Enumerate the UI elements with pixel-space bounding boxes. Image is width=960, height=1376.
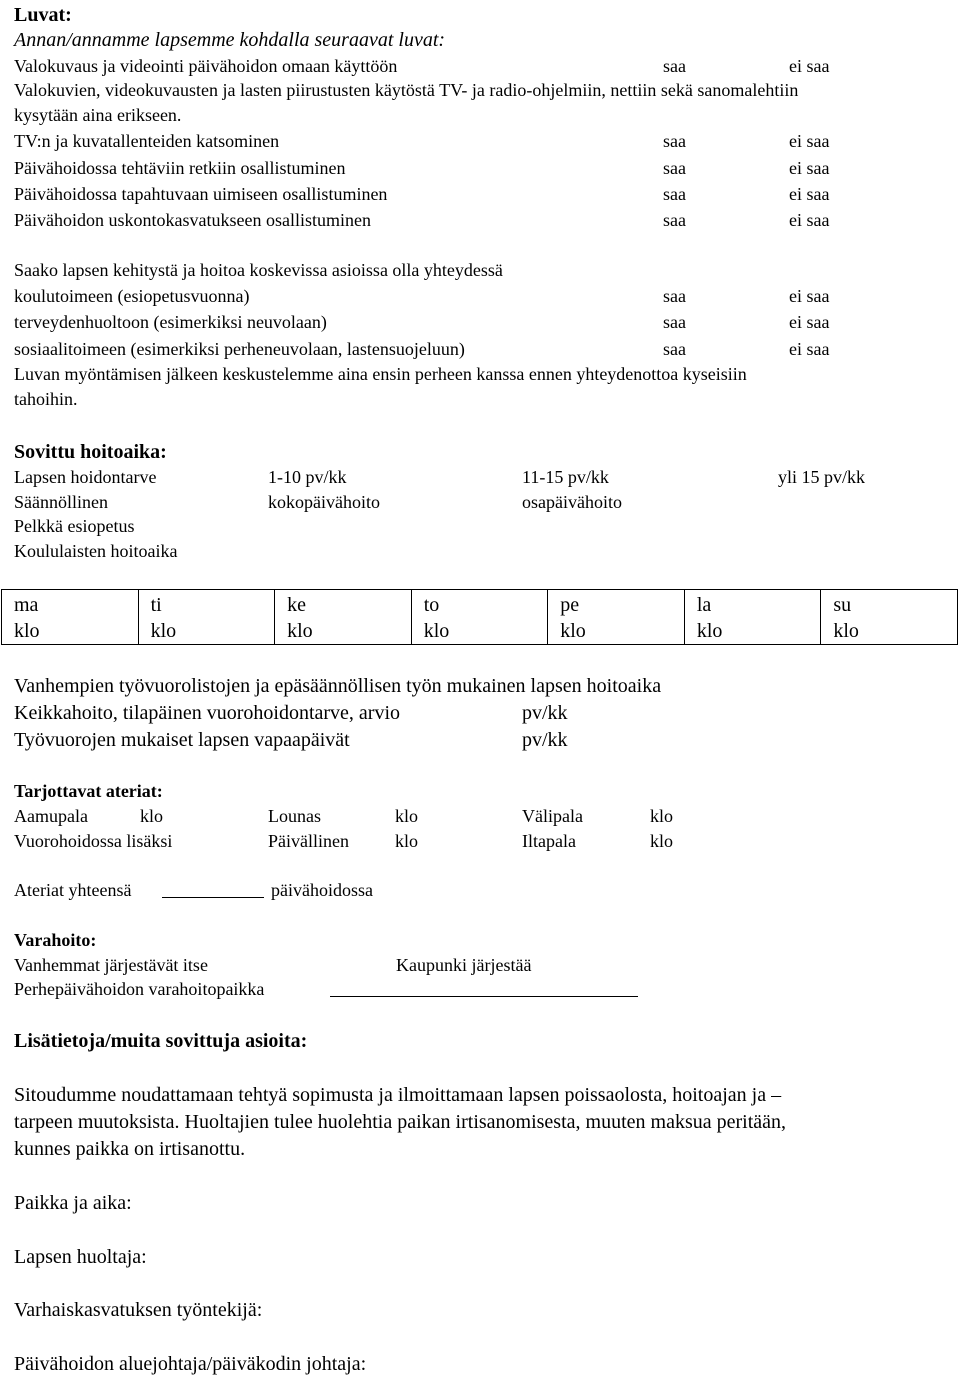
shift-work-title: Vanhempien työvuorolistojen ja epäsäännöllisen työn mukainen lapsen hoitoaika bbox=[14, 675, 662, 697]
permissions-intro: Annan/annamme lapsemme kohdalla seuraavat luvat: bbox=[14, 29, 446, 51]
care-option-over-15[interactable]: yli 15 pv/kk bbox=[778, 467, 866, 487]
backup-family-daycare: Perhepäivähoidon varahoitopaikka bbox=[14, 979, 265, 999]
time-label: klo bbox=[423, 620, 450, 642]
permission-item-trips: Päivähoidossa tehtäviin retkiin osallistuminen bbox=[14, 158, 346, 178]
day-label: ke bbox=[287, 594, 307, 616]
time-label: klo bbox=[287, 620, 313, 642]
contact-question: Saako lapsen kehitystä ja hoitoa koskevissa asioissa olla yhteydessä bbox=[14, 260, 503, 280]
day-label: ma bbox=[14, 594, 39, 616]
permission-item-religion: Päivähoidon uskontokasvatukseen osallistuminen bbox=[14, 210, 371, 230]
time-label: klo bbox=[150, 620, 177, 642]
days-off-unit[interactable]: pv/kk bbox=[522, 729, 568, 751]
permission-religion-yes[interactable]: saa bbox=[663, 210, 686, 230]
permission-swimming-yes[interactable]: saa bbox=[663, 184, 686, 204]
media-note-line1: Valokuvien, videokuvausten ja lasten piirustusten käytöstä TV- ja radio-ohjelmiin, nettiin sekä sanomalehtiin bbox=[14, 80, 799, 100]
permission-note-line2: tahoihin. bbox=[14, 389, 78, 409]
meals-total-field[interactable] bbox=[162, 897, 264, 898]
contact-social-yes[interactable]: saa bbox=[663, 339, 686, 359]
photo-use-label: Valokuvaus ja videointi päivähoidon omaan käyttöön bbox=[14, 56, 398, 76]
meals-total-suffix: päivähoidossa bbox=[271, 880, 373, 900]
backup-family-daycare-field[interactable] bbox=[330, 996, 638, 997]
media-note-line2: kysytään aina erikseen. bbox=[14, 105, 182, 125]
contact-health-no[interactable]: ei saa bbox=[789, 312, 830, 332]
contact-education-yes[interactable]: saa bbox=[663, 286, 686, 306]
day-cell-ke[interactable] bbox=[275, 590, 412, 645]
additional-info-title: Lisätietoja/muita sovittuja asioita: bbox=[14, 1030, 308, 1052]
photo-use-yes[interactable]: saa bbox=[663, 56, 686, 76]
permission-swimming-no[interactable]: ei saa bbox=[789, 184, 830, 204]
contact-item-health: terveydenhuoltoon (esimerkiksi neuvolaan) bbox=[14, 312, 327, 332]
director-label: Päivähoidon aluejohtaja/päiväkodin johtaja: bbox=[14, 1353, 367, 1375]
care-part-day[interactable]: osapäivähoito bbox=[522, 492, 622, 512]
meal-lunch: Lounas bbox=[268, 806, 321, 826]
day-cell-ti[interactable] bbox=[138, 590, 275, 645]
permission-item-tv: TV:n ja kuvatallenteiden katsominen bbox=[14, 131, 280, 151]
days-off-label: Työvuorojen mukaiset lapsen vapaapäivät bbox=[14, 729, 350, 751]
commitment-line3: kunnes paikka on irtisanottu. bbox=[14, 1138, 246, 1160]
day-cell-ma[interactable] bbox=[2, 590, 139, 645]
contact-social-no[interactable]: ei saa bbox=[789, 339, 830, 359]
permission-trips-no[interactable]: ei saa bbox=[789, 158, 830, 178]
permission-item-swimming: Päivähoidossa tapahtuvaan uimiseen osallistuminen bbox=[14, 184, 388, 204]
meals-title: Tarjottavat ateriat: bbox=[14, 781, 163, 801]
care-preschool-only[interactable]: Pelkkä esiopetus bbox=[14, 516, 135, 536]
meal-shift-extra: Vuorohoidossa lisäksi bbox=[14, 831, 173, 851]
meal-dinner: Päivällinen bbox=[268, 831, 349, 851]
contact-item-education: koulutoimeen (esiopetusvuonna) bbox=[14, 286, 250, 306]
backup-parents[interactable]: Vanhemmat järjestävät itse bbox=[14, 955, 208, 975]
meal-evening-snack: Iltapala bbox=[522, 831, 576, 851]
weekday-time-table bbox=[1, 589, 958, 645]
place-date-label: Paikka ja aika: bbox=[14, 1192, 132, 1214]
day-label: la bbox=[696, 594, 712, 616]
day-label: su bbox=[833, 594, 852, 616]
meal-dinner-time[interactable]: klo bbox=[395, 831, 419, 851]
time-label: klo bbox=[14, 620, 40, 642]
care-need-label: Lapsen hoidontarve bbox=[14, 467, 157, 487]
care-option-11-15[interactable]: 11-15 pv/kk bbox=[522, 467, 609, 487]
contact-education-no[interactable]: ei saa bbox=[789, 286, 830, 306]
permission-trips-yes[interactable]: saa bbox=[663, 158, 686, 178]
day-label: pe bbox=[560, 594, 580, 616]
care-full-day[interactable]: kokopäivähoito bbox=[268, 492, 380, 512]
meal-snack-time[interactable]: klo bbox=[650, 806, 674, 826]
time-label: klo bbox=[696, 620, 723, 642]
day-label: to bbox=[423, 594, 440, 616]
meal-breakfast-time[interactable]: klo bbox=[140, 806, 164, 826]
meals-total-prefix: Ateriat yhteensä bbox=[14, 880, 132, 900]
care-time-title: Sovittu hoitoaika: bbox=[14, 441, 167, 463]
temp-care-label: Keikkahoito, tilapäinen vuorohoidontarve, arvio bbox=[14, 702, 401, 724]
permission-note-line1: Luvan myöntämisen jälkeen keskustelemme aina ensin perheen kanssa ennen yhteydenottoa kyseisiin bbox=[14, 364, 747, 384]
contact-health-yes[interactable]: saa bbox=[663, 312, 686, 332]
backup-title: Varahoito: bbox=[14, 930, 97, 950]
time-label: klo bbox=[560, 620, 586, 642]
meal-evening-snack-time[interactable]: klo bbox=[650, 831, 674, 851]
meal-snack: Välipala bbox=[522, 806, 583, 826]
backup-city[interactable]: Kaupunki järjestää bbox=[396, 955, 532, 975]
care-school-kids[interactable]: Koululaisten hoitoaika bbox=[14, 541, 178, 561]
care-option-1-10[interactable]: 1-10 pv/kk bbox=[268, 467, 347, 487]
permission-religion-no[interactable]: ei saa bbox=[789, 210, 830, 230]
care-regular[interactable]: Säännöllinen bbox=[14, 492, 108, 512]
permission-tv-yes[interactable]: saa bbox=[663, 131, 686, 151]
guardian-label: Lapsen huoltaja: bbox=[14, 1246, 147, 1268]
day-label: ti bbox=[150, 594, 162, 616]
day-cell-to[interactable] bbox=[411, 590, 548, 645]
time-label: klo bbox=[833, 620, 859, 642]
photo-use-no[interactable]: ei saa bbox=[789, 56, 830, 76]
permissions-title: Luvat: bbox=[14, 4, 72, 26]
educator-label: Varhaiskasvatuksen työntekijä: bbox=[14, 1299, 263, 1321]
meal-lunch-time[interactable]: klo bbox=[395, 806, 419, 826]
day-cell-la[interactable] bbox=[684, 590, 821, 645]
day-cell-su[interactable] bbox=[821, 590, 958, 645]
day-cell-pe[interactable] bbox=[548, 590, 685, 645]
commitment-line2: tarpeen muutoksista. Huoltajien tulee huolehtia paikan irtisanomisesta, muuten maksua peritään, bbox=[14, 1111, 787, 1133]
meal-breakfast: Aamupala bbox=[14, 806, 88, 826]
contact-item-social: sosiaalitoimeen (esimerkiksi perheneuvolaan, lastensuojeluun) bbox=[14, 339, 465, 359]
permission-tv-no[interactable]: ei saa bbox=[789, 131, 830, 151]
commitment-line1: Sitoudumme noudattamaan tehtyä sopimusta ja ilmoittamaan lapsen poissaolosta, hoitoajan ja – bbox=[14, 1084, 782, 1106]
temp-care-unit[interactable]: pv/kk bbox=[522, 702, 568, 724]
